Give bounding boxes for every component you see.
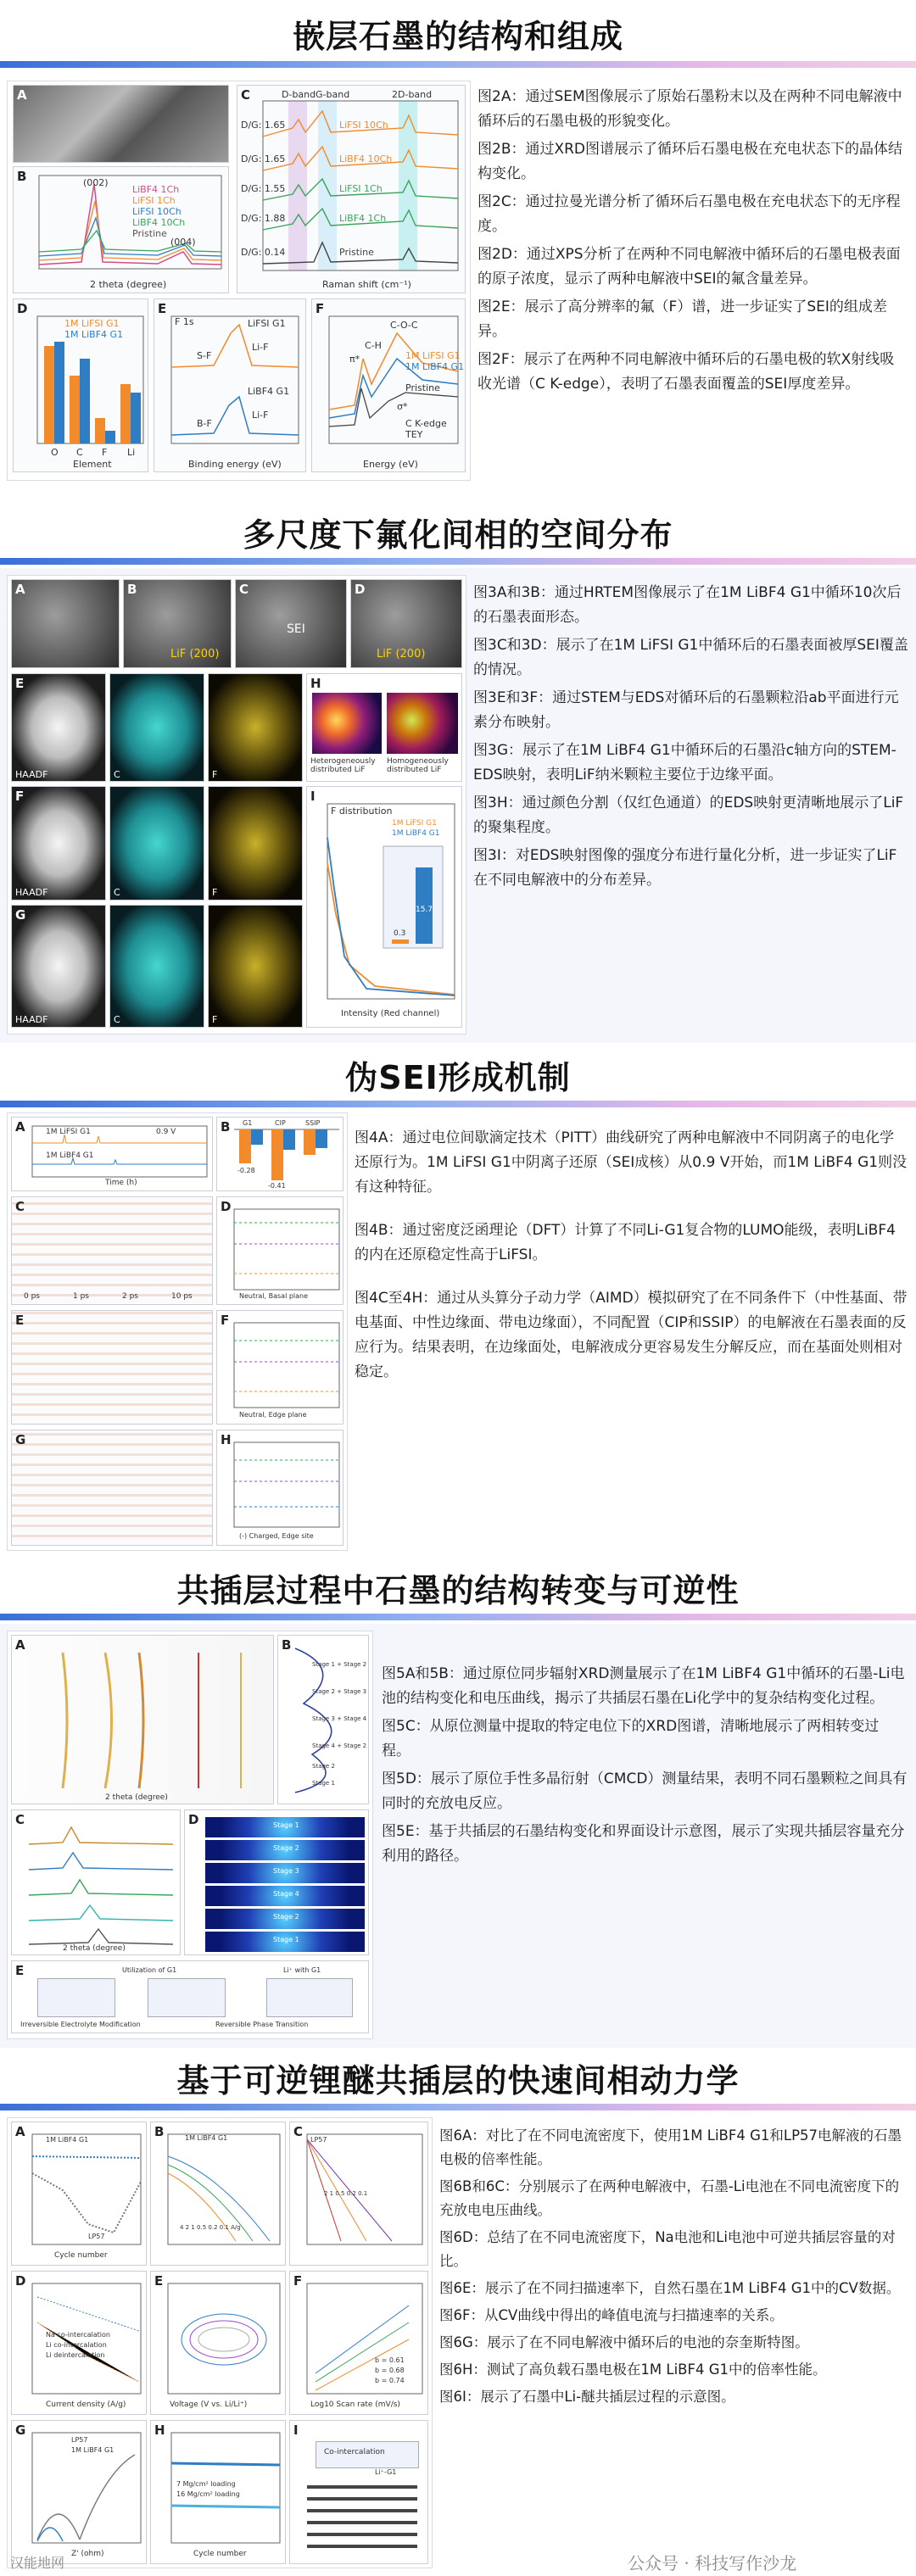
panel-4b-lumo: B -0.28 -0.41 G1 CIP SSIP (216, 1117, 344, 1191)
xas-legend-2: 1M LiBF4 G1 (405, 361, 465, 372)
figure-3 (7, 575, 466, 1034)
nyquist-legend-2: 1M LiBF4 G1 (71, 2446, 114, 2454)
xrd-legend-4: LiBF4 10Ch (132, 217, 186, 228)
raman-label-2: LiBF4 10Ch (339, 153, 393, 164)
desc-2c: 图2C：通过拉曼光谱分析了循环后石墨电极在充电状态下的无序程度。 (478, 193, 901, 235)
desc-6h: 图6H：测试了高负载石墨电极在1M LiBF4 G1中的倍率性能。 (439, 2361, 827, 2378)
desc-2f: 图2F：展示了在两种不同电解液中循环后的石墨电极的软X射线吸收光谱（C K-edge），表明了石墨表面覆盖的SEI厚度差异。 (478, 351, 895, 393)
raman-xlabel: Raman shift (cm⁻¹) (322, 279, 411, 290)
voltage-c-rates: 2 1 0.5 0.2 0.1 (324, 2190, 368, 2197)
desc-4a: 图4A：通过电位间歇滴定技术（PITT）曲线研究了两种电解液中不同阴离子的电化学还原行为。1M LiFSI G1中阴离子还原（SEI成核）从0.9 V开始，而1M LiBF4 G1则没有这种特征。 (355, 1129, 908, 1196)
section-description (355, 1126, 908, 1388)
panel-4c-aimd: C 0 ps 1 ps 2 ps 10 ps (11, 1196, 213, 1305)
desc-2e: 图2E：展示了高分辨率的氟（F）谱，进一步证实了SEI的组成差异。 (478, 298, 887, 340)
panel-5c-xrd-patterns: C 2 theta (degree) (11, 1809, 181, 1955)
panel-2f-xas: F C-O-C C-H π* σ* 1M LiFSI G1 1M LiBF4 G1 Pristine C K-edge TEY Energy (eV) (311, 298, 466, 472)
figure-6 (7, 2117, 433, 2568)
xrd-plot (14, 167, 228, 293)
insitu-xrd-map (12, 1636, 273, 1804)
hist-xlabel: Intensity (Red channel) (341, 1009, 440, 1018)
panel-6f-logplot: F b = 0.61 b = 0.68 b = 0.74 Log10 Scan rate (mV/s) (289, 2271, 428, 2415)
xas-legend-3: Pristine (405, 382, 440, 393)
panel-3a-hrtem: A (11, 579, 120, 668)
xrd-pattern-xlabel: 2 theta (degree) (63, 1944, 126, 1953)
desc-6f: 图6F：从CV曲线中得出的峰值电流与扫描速率的关系。 (439, 2307, 784, 2323)
eds-tag: F (212, 1014, 218, 1025)
desc-5c: 图5C：从原位测量中提取的特定电位下的XRD图谱，清晰地展示了两相转变过程。 (382, 1718, 880, 1759)
panel-6a-rate: A 1M LiBF4 G1 LP57 Cycle number (11, 2122, 147, 2266)
xas-xlabel: Energy (eV) (363, 459, 418, 470)
voltage-b-title: 1M LiBF4 G1 (185, 2134, 228, 2142)
desc-3g: 图3G：展示了在1M LiBF4 G1中循环后的石墨沿c轴方向的STEM-EDS映射，表明LiF纳米颗粒主要位于边缘平面。 (473, 742, 896, 783)
cmcd-stage: Stage 1 (273, 1936, 299, 1943)
raman-ratio-1: D/G: 1.65 (241, 120, 286, 131)
aimd-time-3: 2 ps (122, 1292, 138, 1301)
desc-5d: 图5D：展示了原位手性多晶衍射（CMCD）测量结果，表明不同石墨颗粒之间具有同时的充放电反应。 (382, 1770, 908, 1812)
cmcd-stage: Stage 4 (273, 1890, 299, 1898)
schematic-label-1: Utilization of G1 (122, 1966, 177, 1974)
capacity-legend-2: Li co-intercalation (46, 2341, 107, 2349)
panel-2c-raman: C D-band G-band 2D-band D/G: 1.65 D/G: 1.65 D/G: 1.55 D/G: 1.88 D/G: 0.14 LiFSI 10Ch LiBF4 10Ch LiFSI 1Ch LiBF4 1Ch Pristine Raman shift (cm⁻¹) (237, 85, 466, 293)
xps-legend-2: 1M LiBF4 G1 (64, 329, 124, 340)
stage-label-3: Stage 3 + Stage 4 (312, 1715, 367, 1722)
section-divider (0, 61, 916, 68)
cmcd-map-1 (205, 1817, 365, 1837)
charge-f-title: Neutral, Edge plane (239, 1411, 307, 1419)
panel-3e-c (109, 673, 204, 782)
xrd-peak-004: (004) (170, 237, 196, 248)
raman-ratio-4: D/G: 1.88 (241, 213, 286, 224)
stage-label-6: Stage 1 (312, 1780, 335, 1787)
voltage-plot-b (151, 2122, 285, 2265)
section-layered-graphite (0, 0, 916, 492)
raman-ratio-2: D/G: 1.65 (241, 153, 286, 164)
panel-3f-f (208, 786, 303, 900)
section-description (439, 2124, 908, 2412)
schematic-label-4: Li⁺ with G1 (283, 1966, 321, 1974)
areal-legend-2: 16 Mg/cm² loading (176, 2490, 240, 2498)
figure-5 (7, 1631, 373, 2039)
panel-5b-voltage: B Stage 1 + Stage 2 Stage 2 + Stage 3 Stage 3 + Stage 4 Stage 4 + Stage 2 Stage 2 Stage 1 (277, 1635, 369, 1804)
tem-sei-label: SEI (287, 622, 305, 636)
hist-title: F distribution (331, 806, 393, 817)
panel-2d-xps: D 1M LiFSI G1 1M LiBF4 G1 O C F Li Element (13, 298, 148, 472)
capacity-legend-3: Li deintercalation (46, 2351, 105, 2359)
log-b-1: b = 0.61 (375, 2356, 405, 2364)
pitt-label-3: 0.9 V (156, 1128, 176, 1136)
raman-label-5: Pristine (339, 247, 374, 258)
section-pseudo-sei (0, 1043, 916, 1556)
eds-tag: C (114, 769, 120, 780)
eds-tag: C (114, 1014, 120, 1025)
aimd-time-2: 1 ps (73, 1292, 89, 1301)
f1s-xlabel: Binding energy (eV) (188, 459, 282, 470)
eds-tag: HAADF (15, 887, 48, 898)
stage-label-2: Stage 2 + Stage 3 (312, 1688, 367, 1695)
desc-6bc: 图6B和6C：分别展示了在两种电解液中，石墨-Li电池在不同电流密度下的充放电电压曲线。 (439, 2178, 900, 2218)
xrd-pattern-plot (12, 1810, 180, 1954)
heatmap-lifsi (312, 693, 382, 754)
schematic-box-3 (266, 1978, 353, 2017)
rate-legend-2: LP57 (88, 2233, 105, 2240)
charge-plot-h (217, 1430, 343, 1545)
lumo-tick-3: SSIP (305, 1119, 321, 1127)
cmcd-map-3 (205, 1863, 365, 1883)
xas-edge: C K-edge (405, 418, 447, 429)
panel-4g-aimd: G (11, 1430, 213, 1546)
xas-ch: C-H (365, 340, 382, 351)
section-description (478, 85, 908, 400)
heatmap-label-2: Homogeneously distributed LiF (387, 757, 449, 774)
pitt-label-2: 1M LiBF4 G1 (46, 1151, 94, 1160)
desc-6g: 图6G：展示了在不同电解液中循环后的电池的奈奎斯特图。 (439, 2334, 809, 2350)
desc-6i: 图6I：展示了石墨中Li-醚共插层过程的示意图。 (439, 2389, 735, 2405)
panel-2b-xrd: B (002) (004) LiBF4 1Ch LiFSI 1Ch LiFSI 10Ch LiBF4 10Ch Pristine 2 theta (degree) (13, 166, 229, 293)
section-title: 嵌层石墨的结构和组成 (292, 18, 623, 55)
raman-d-band: D-band (282, 89, 316, 100)
lumo-val-1: -0.28 (237, 1167, 255, 1174)
lumo-val-2: -0.41 (268, 1182, 286, 1190)
schematic-label-2: Irreversible Electrolyte Modification (20, 2021, 141, 2028)
section-divider (0, 1614, 916, 1620)
panel-4a-pitt: A 1M LiFSI G1 1M LiBF4 G1 0.9 V Time (h) (11, 1117, 213, 1191)
xas-pi: π* (349, 354, 360, 365)
footer-left-watermark: 汉能地网 (10, 2555, 65, 2571)
lumo-bar-plot (217, 1118, 343, 1190)
eds-tag: F (212, 887, 218, 898)
panel-6i-schematic: I Co-intercalation Li⁺-G1 (289, 2420, 428, 2564)
panel-4d-charge: D Neutral, Basal plane (216, 1196, 344, 1305)
cmcd-map-2 (205, 1840, 365, 1860)
stage-label-1: Stage 1 + Stage 2 (312, 1661, 367, 1668)
stage-label-5: Stage 2 (312, 1763, 335, 1770)
stage-label-4: Stage 4 + Stage 2 (312, 1742, 367, 1749)
panel-3g-f (208, 905, 303, 1028)
xas-coc: C-O-C (390, 320, 418, 331)
panel-3d-hrtem: D LiF (200) (350, 579, 462, 668)
voltage-b-rates: 4 2 1 0.5 0.2 0.1 A/g (180, 2224, 241, 2231)
f1s-lifsi: LiFSI G1 (248, 318, 286, 329)
section-description (382, 1662, 908, 1872)
raman-ratio-3: D/G: 1.55 (241, 183, 286, 194)
panel-3f-c (109, 786, 204, 900)
cmcd-map-4 (205, 1886, 365, 1906)
xrd-legend-2: LiFSI 1Ch (132, 195, 176, 206)
xps-tick-f: F (102, 447, 108, 458)
panel-2a-sem: A (13, 85, 229, 163)
section-title: 基于可逆锂醚共插层的快速间相动力学 (176, 2062, 740, 2099)
panel-4e-aimd: E (11, 1310, 213, 1425)
cv-plot (151, 2272, 285, 2414)
xps-legend-1: 1M LiFSI G1 (64, 318, 120, 329)
xrd-legend-3: LiFSI 10Ch (132, 206, 182, 217)
rate-plot (12, 2122, 146, 2265)
figure-2 (7, 81, 471, 481)
xas-plot (312, 299, 465, 471)
insitu-xlabel: 2 theta (degree) (105, 1793, 168, 1802)
tem-lif-label-2: LiF (200) (377, 648, 426, 661)
desc-5ab: 图5A和5B：通过原位同步辐射XRD测量展示了在1M LiBF4 G1中循环的石墨-Li电池的结构变化和电压曲线，揭示了共插层石墨在Li化学中的复杂结构变化过程。 (382, 1665, 905, 1707)
aimd-time-4: 10 ps (171, 1292, 193, 1301)
section-title: 多尺度下氟化间相的空间分布 (243, 516, 673, 554)
xrd-legend-5: Pristine (132, 228, 167, 239)
schematic-box-1 (37, 1978, 115, 2017)
xps-tick-o: O (51, 447, 59, 458)
panel-4h-charge: H (-) Charged, Edge site (216, 1430, 344, 1546)
panel-3g-c (109, 905, 204, 1028)
cmcd-map-6 (205, 1932, 365, 1952)
capacity-xlabel: Current density (A/g) (46, 2400, 126, 2409)
footer-right-watermark: 公众号 · 科技写作沙龙 (628, 2553, 797, 2573)
section-fast-kinetics (0, 2048, 916, 2576)
log-b-2: b = 0.68 (375, 2367, 405, 2374)
cmcd-stage: Stage 3 (273, 1867, 299, 1875)
panel-3g-haadf: G HAADF (11, 905, 106, 1028)
heatmap-libf4 (387, 693, 458, 754)
desc-5e: 图5E：基于共插层的石墨结构变化和界面设计示意图，展示了实现共插层容量充分利用的路径。 (382, 1823, 905, 1865)
pitt-label-1: 1M LiFSI G1 (46, 1128, 91, 1136)
section-fluorinated-interphase (0, 500, 916, 1043)
eds-tag: HAADF (15, 769, 48, 780)
panel-3b-hrtem: B LiF (200) (123, 579, 232, 668)
nyquist-legend-1: LP57 (71, 2436, 88, 2444)
desc-3ab: 图3A和3B：通过HRTEM图像展示了在1M LiBF4 G1中循环10次后的石墨表面形态。 (473, 584, 902, 626)
desc-2d: 图2D：通过XPS分析了在两种不同电解液中循环后的石墨电极表面的原子浓度，显示了两种电解液中SEI的氟含量差异。 (478, 246, 901, 287)
desc-3h: 图3H：通过颜色分割（仅红色通道）的EDS映射更清晰地展示了LiF的聚集程度。 (473, 795, 904, 836)
desc-3cd: 图3C和3D：展示了在1M LiFSI G1中循环后的石墨表面被厚SEI覆盖的情况。 (473, 637, 908, 678)
desc-6a: 图6A：对比了在不同电流密度下，使用1M LiBF4 G1和LP57电解液的石墨电极的倍率性能。 (439, 2127, 902, 2167)
raman-label-4: LiBF4 1Ch (339, 213, 387, 224)
section-title: 伪SEI形成机制 (345, 1059, 571, 1096)
xas-sigma: σ* (397, 401, 408, 412)
f1s-title: F 1s (175, 316, 194, 327)
panel-4f-charge: F Neutral, Edge plane (216, 1310, 344, 1425)
charge-plot-f (217, 1311, 343, 1424)
pitt-xlabel: Time (h) (105, 1179, 137, 1187)
capacity-legend-1: Na co-intercalation (46, 2331, 110, 2339)
graphite-stack (307, 2480, 417, 2548)
panel-6b-voltage: B 1M LiBF4 G1 4 2 1 0.5 0.2 0.1 A/g (150, 2122, 286, 2266)
f1s-libf4: LiBF4 G1 (248, 386, 290, 397)
rate-xlabel: Cycle number (54, 2251, 108, 2260)
rate-legend-1: 1M LiBF4 G1 (46, 2136, 89, 2144)
f1s-lif-1: Li-F (252, 342, 269, 353)
hist-inset-2: 15.7 (416, 906, 433, 914)
f1s-bf: B-F (197, 418, 212, 429)
panel-2e-f1s: E F 1s LiFSI G1 Li-F S-F LiBF4 G1 Li-F B-F Binding energy (eV) (154, 298, 306, 472)
heatmap-label-1: Heterogeneously distributed LiF (310, 757, 376, 774)
panel-6h-areal: H 7 Mg/cm² loading 16 Mg/cm² loading Cycle number (150, 2420, 286, 2564)
section-title: 共插层过程中石墨的结构转变与可逆性 (176, 1572, 740, 1609)
desc-2b: 图2B：通过XRD图谱展示了循环后石墨电极在充电状态下的晶体结构变化。 (478, 141, 903, 182)
desc-3ef: 图3E和3F：通过STEM与EDS对循环后的石墨颗粒沿ab平面进行元素分布映射。 (473, 689, 899, 731)
xas-tey: TEY (405, 429, 423, 440)
raman-ratio-5: D/G: 0.14 (241, 247, 286, 258)
hist-legend-2: 1M LiBF4 G1 (392, 829, 440, 838)
panel-5e-schematic: E Utilization of G1 Irreversible Electrolyte Modification Reversible Phase Transition Li⁺ with G1 (11, 1960, 369, 2033)
cv-xlabel: Voltage (V vs. Li/Li⁺) (170, 2400, 248, 2409)
panel-3i-histogram: I F distribution 1M LiFSI G1 1M LiBF4 G1 0.3 15.7 Intensity (Red channel) (306, 786, 462, 1028)
xrd-xlabel: 2 theta (degree) (90, 279, 167, 290)
section-divider (0, 1101, 916, 1107)
cmcd-stage: Stage 2 (273, 1844, 299, 1852)
panel-6e-cv: E Voltage (V vs. Li/Li⁺) (150, 2271, 286, 2415)
section-description (473, 581, 908, 896)
raman-g-band: G-band (316, 89, 350, 100)
hist-inset-1: 0.3 (394, 929, 406, 938)
xps-tick-c: C (76, 447, 83, 458)
section-divider (0, 2104, 916, 2110)
raman-2d-band: 2D-band (392, 89, 433, 100)
panel-3c-hrtem: C SEI (235, 579, 347, 668)
eds-tag: HAADF (15, 1014, 48, 1025)
log-b-3: b = 0.74 (375, 2377, 405, 2384)
eds-tag: C (114, 887, 120, 898)
log-plot (290, 2272, 427, 2414)
areal-xlabel: Cycle number (193, 2550, 247, 2558)
f1s-sf: S-F (197, 350, 212, 361)
lumo-tick-2: CIP (275, 1119, 286, 1127)
desc-6d: 图6D：总结了在不同电流密度下，Na电池和Li电池中可逆共插层容量的对比。 (439, 2229, 896, 2269)
panel-5d-cmcd: D Stage 1 Stage 2 Stage 3 Stage 4 Stage 2 Stage 1 (184, 1809, 369, 1955)
eds-tag: F (212, 769, 218, 780)
raman-label-1: LiFSI 10Ch (339, 120, 388, 131)
lumo-tick-1: G1 (243, 1119, 253, 1127)
xrd-peak-002: (002) (83, 177, 109, 188)
schematic-box-2 (148, 1978, 226, 2017)
charge-plot-d (217, 1197, 343, 1304)
panel-3h-colormap: H Heterogeneously distributed LiF Homogeneously distributed LiF (306, 673, 462, 782)
histogram-plot (307, 787, 461, 1027)
schematic-i-label-2: Li⁺-G1 (375, 2468, 397, 2476)
desc-2a: 图2A：通过SEM图像展示了原始石墨粉末以及在两种不同电解液中循环后的石墨电极的形貌变化。 (478, 88, 902, 130)
section-structural-transition (0, 1556, 916, 2048)
voltage-c-title: LP57 (310, 2136, 327, 2144)
hist-legend-1: 1M LiFSI G1 (392, 819, 437, 828)
panel-6c-voltage: C LP57 2 1 0.5 0.2 0.1 (289, 2122, 428, 2266)
xps-xlabel: Element (73, 459, 112, 470)
panel-6d-capacity: D Na co-intercalation Li co-intercalation Li deintercalation Current density (A/g) (11, 2271, 147, 2415)
panel-3e-f (208, 673, 303, 782)
panel-3e-haadf: E HAADF (11, 673, 106, 782)
f1s-lif-2: Li-F (252, 410, 269, 421)
figure-4 (7, 1112, 348, 1551)
cmcd-stage: Stage 1 (273, 1821, 299, 1829)
panel-5a-insitu-xrd: A 2 theta (degree) (11, 1635, 274, 1804)
log-xlabel: Log10 Scan rate (mV/s) (310, 2400, 400, 2409)
schematic-i-label-1: Co-intercalation (324, 2448, 385, 2456)
xas-legend-1: 1M LiFSI G1 (405, 350, 461, 361)
raman-label-3: LiFSI 1Ch (339, 183, 383, 194)
panel-3f-haadf: F HAADF (11, 786, 106, 900)
section-divider (0, 558, 916, 565)
cmcd-map-5 (205, 1909, 365, 1929)
schematic-label-3: Reversible Phase Transition (215, 2021, 309, 2028)
areal-legend-1: 7 Mg/cm² loading (176, 2480, 236, 2488)
aimd-time-1: 0 ps (24, 1292, 40, 1301)
desc-4c-4h: 图4C至4H：通过从头算分子动力学（AIMD）模拟研究了在不同条件下（中性基面、带电基面、中性边缘面、带电边缘面），不同配置（CIP和SSIP）的电解液在石墨表面的反应行为。结果表明，在边缘面处，电解液成分更容易发生分解反应，而在基面处则相对稳定。 (355, 1290, 908, 1380)
nyquist-xlabel: Z' (ohm) (71, 2550, 104, 2558)
desc-6e: 图6E：展示了在不同扫描速率下，自然石墨在1M LiBF4 G1中的CV数据。 (439, 2280, 901, 2296)
desc-4b: 图4B：通过密度泛函理论（DFT）计算了不同Li-G1复合物的LUMO能级，表明LiBF4的内在还原稳定性高于LiFSI。 (355, 1222, 896, 1263)
desc-3i: 图3I：对EDS映射图像的强度分布进行量化分析，进一步证实了LiF在不同电解液中的分布差异。 (473, 847, 897, 889)
panel-6g-nyquist: G LP57 1M LiBF4 G1 Z' (ohm) (11, 2420, 147, 2564)
charge-d-title: Neutral, Basal plane (239, 1292, 309, 1300)
cmcd-stage: Stage 2 (273, 1913, 299, 1921)
xrd-legend-1: LiBF4 1Ch (132, 184, 180, 195)
xps-tick-li: Li (127, 447, 136, 458)
charge-h-title: (-) Charged, Edge site (239, 1532, 314, 1540)
tem-lif-label-1: LiF (200) (170, 648, 220, 661)
